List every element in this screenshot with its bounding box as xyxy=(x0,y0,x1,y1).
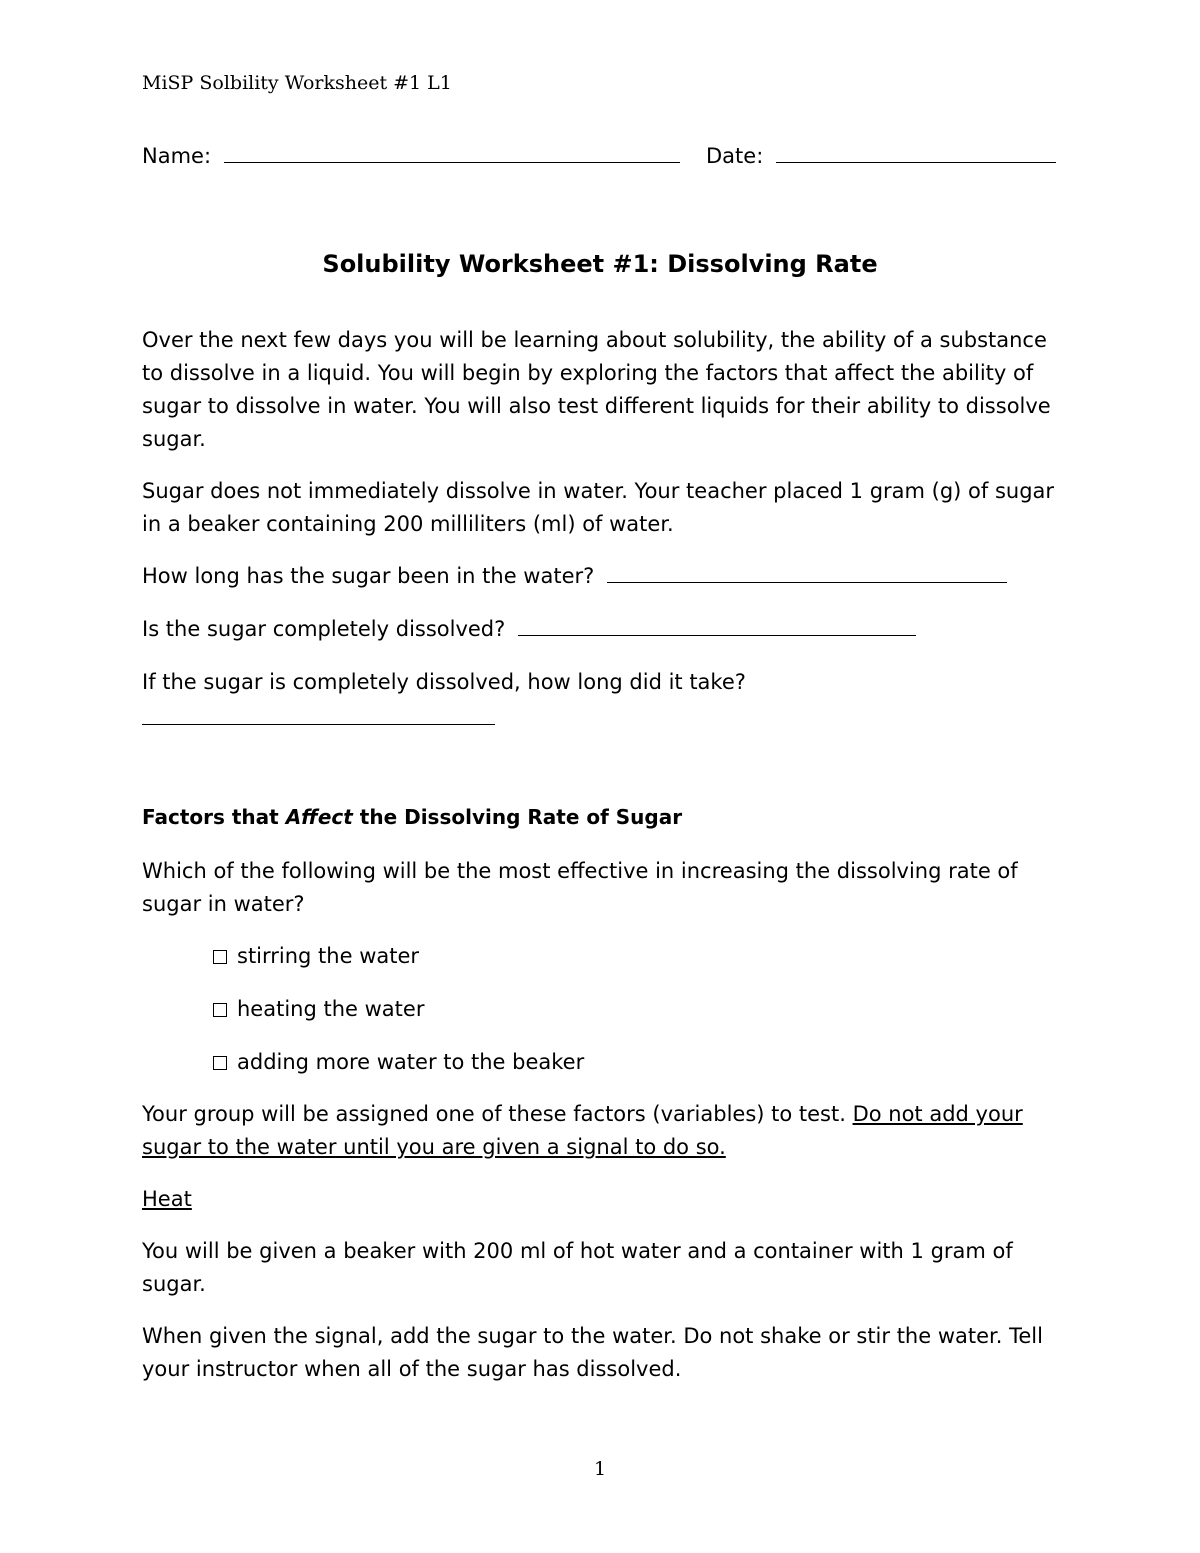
assignment-warning: Do not add your sugar to the water until you are given a signal to do so. xyxy=(142,1102,1023,1159)
factors-heading-part2: the Dissolving Rate of Sugar xyxy=(352,805,683,829)
question-2 xyxy=(142,613,916,646)
question-2-answer-line[interactable] xyxy=(518,613,916,636)
name-label: Name: xyxy=(142,144,212,168)
factors-heading-italic: Affect xyxy=(285,805,353,829)
question-3-text: If the sugar is completely dissolved, how long did it take? xyxy=(142,670,746,694)
question-1 xyxy=(142,560,1007,593)
question-3-answer-line[interactable] xyxy=(142,702,495,725)
assignment-text: Your group will be assigned one of these factors (variables) to test. xyxy=(142,1102,853,1126)
question-1-answer-line[interactable] xyxy=(607,560,1007,583)
question-1-text: How long has the sugar been in the water? xyxy=(142,564,595,588)
date-label: Date: xyxy=(706,144,764,168)
factors-question: Which of the following will be the most effective in increasing the dissolving rate of sugar in water? xyxy=(142,859,1018,916)
assignment-paragraph xyxy=(142,1098,1062,1164)
heat-heading: Heat xyxy=(142,1187,192,1211)
heat-paragraph-1: You will be given a beaker with 200 ml of hot water and a container with 1 gram of sugar. xyxy=(142,1239,1013,1296)
name-field-row xyxy=(142,140,680,173)
date-blank-line[interactable] xyxy=(776,140,1056,163)
date-field-row xyxy=(706,140,1056,173)
factors-heading xyxy=(142,805,682,829)
heat-paragraph-2: When given the signal, add the sugar to the water. Do not shake or stir the water. Tell your instructor when all of the sugar has dissolved. xyxy=(142,1324,1043,1381)
factors-heading-part1: Factors that xyxy=(142,805,286,829)
running-header: MiSP Solbility Worksheet #1 L1 xyxy=(142,72,452,94)
option-label: stirring the water xyxy=(237,944,420,968)
option-heating[interactable] xyxy=(213,993,424,1026)
intro-paragraph-1: Over the next few days you will be learning about solubility, the ability of a substance to dissolve in a liquid. You will begin by exploring the factors that affect the ability of sugar to dissolve in water. You will also test different liquids for their ability to dissolve sugar. xyxy=(142,328,1051,451)
option-stirring[interactable] xyxy=(213,940,419,973)
checkbox-icon[interactable] xyxy=(213,1056,227,1070)
option-label: heating the water xyxy=(237,997,425,1021)
question-2-text: Is the sugar completely dissolved? xyxy=(142,617,506,641)
page-number: 1 xyxy=(593,1458,607,1480)
checkbox-icon[interactable] xyxy=(213,950,227,964)
checkbox-icon[interactable] xyxy=(213,1003,227,1017)
intro-paragraph-2: Sugar does not immediately dissolve in water. Your teacher placed 1 gram (g) of sugar in a beaker containing 200 milliliters (ml) of water. xyxy=(142,479,1055,536)
option-label: adding more water to the beaker xyxy=(237,1050,585,1074)
option-adding-water[interactable] xyxy=(213,1046,584,1079)
name-blank-line[interactable] xyxy=(224,140,680,163)
page-title: Solubility Worksheet #1: Dissolving Rate xyxy=(322,250,878,278)
